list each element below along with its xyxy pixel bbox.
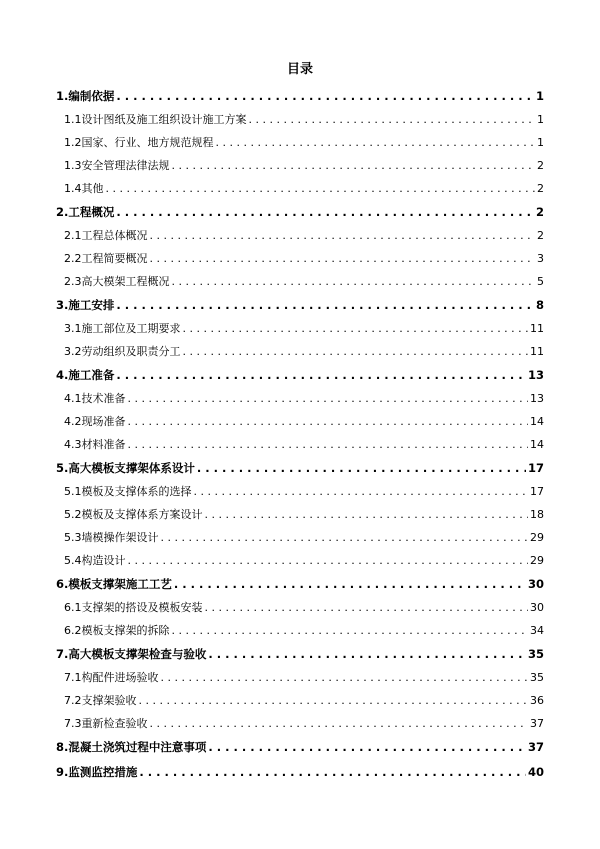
toc-entry[interactable] [64, 320, 544, 338]
toc-entry[interactable] [56, 576, 544, 594]
toc-entry-label: 5.2模板及支撑体系方案设计 [64, 508, 203, 521]
toc-entry-label: 2.1工程总体概况 [64, 229, 148, 242]
toc-entry-label: 7.2支撑架验收 [64, 694, 137, 707]
toc-entry[interactable] [64, 111, 544, 129]
toc-entry-label: 5.4构造设计 [64, 554, 126, 567]
toc-leader [128, 438, 529, 451]
toc-entry-page: 36 [530, 694, 544, 707]
toc-entry[interactable] [64, 483, 544, 501]
toc-entry[interactable] [64, 715, 544, 733]
toc-entry[interactable] [56, 367, 544, 385]
toc-entry-page: 35 [527, 647, 544, 661]
toc-leader [116, 298, 534, 312]
toc-entry-page: 30 [530, 601, 544, 614]
toc-entry-page: 37 [530, 717, 544, 730]
toc-entry[interactable] [56, 646, 544, 664]
toc-entry-label: 5.3墙模操作架设计 [64, 531, 159, 544]
toc-leader [208, 740, 526, 754]
toc-leader [150, 717, 529, 730]
toc-leader [183, 322, 529, 335]
toc-entry[interactable] [56, 764, 544, 782]
toc-entry-label: 3.1施工部位及工期要求 [64, 322, 181, 335]
toc-entry-label: 4.2现场准备 [64, 415, 126, 428]
toc-title: 目录 [286, 62, 313, 77]
toc-leader [205, 508, 529, 521]
toc-entry-label: 1.1设计图纸及施工组织设计施工方案 [64, 113, 247, 126]
toc-entry-page: 11 [530, 322, 544, 335]
toc-entry[interactable] [56, 297, 544, 315]
toc-entry-label: 3.施工安排 [56, 298, 115, 312]
toc-entry-label: 2.2工程简要概况 [64, 252, 148, 265]
toc-entry-page: 2 [537, 159, 544, 172]
toc-entry-page: 18 [530, 508, 544, 521]
toc-entry-page: 2 [537, 182, 544, 195]
toc-leader [116, 205, 534, 219]
toc-entry[interactable] [56, 460, 544, 478]
toc-leader [172, 624, 529, 637]
toc-entry-label: 2.工程概况 [56, 205, 115, 219]
toc-entry-label: 1.2国家、行业、地方规范规程 [64, 136, 214, 149]
toc-entry-label: 4.施工准备 [56, 368, 115, 382]
toc-entry-label: 1.3安全管理法律法规 [64, 159, 170, 172]
toc-entry-page: 1 [537, 113, 544, 126]
toc-leader [216, 136, 536, 149]
toc-entry-page: 29 [530, 531, 544, 544]
toc-leader [128, 415, 529, 428]
toc-entry[interactable] [56, 204, 544, 222]
toc-entry[interactable] [64, 250, 544, 268]
toc-entry-page: 40 [527, 765, 544, 779]
toc-leader [106, 182, 536, 195]
toc-entry[interactable] [64, 413, 544, 431]
toc-entry-page: 37 [527, 740, 544, 754]
toc-entry[interactable] [64, 506, 544, 524]
toc-leader [150, 252, 536, 265]
toc-entry[interactable] [64, 273, 544, 291]
toc-leader [174, 577, 526, 591]
toc-leader [139, 694, 529, 707]
toc-entry[interactable] [64, 529, 544, 547]
toc-entry[interactable] [64, 180, 544, 198]
toc-entry[interactable] [64, 134, 544, 152]
toc-entry-label: 1.编制依据 [56, 89, 115, 103]
toc-entry-label: 6.模板支撑架施工工艺 [56, 577, 172, 591]
toc-entry[interactable] [64, 692, 544, 710]
toc-leader [194, 485, 529, 498]
toc-entry-label: 8.混凝土浇筑过程中注意事项 [56, 740, 207, 754]
toc-entry[interactable] [64, 669, 544, 687]
toc-leader [197, 461, 526, 475]
toc-leader [249, 113, 536, 126]
toc-leader [139, 765, 526, 779]
toc-entry-page: 17 [527, 461, 544, 475]
toc-entry-page: 11 [530, 345, 544, 358]
toc-leader [205, 601, 529, 614]
toc-leader [116, 368, 526, 382]
toc-leader [128, 554, 529, 567]
toc-leader [116, 89, 534, 103]
toc-entry[interactable] [64, 390, 544, 408]
toc-entry-label: 3.2劳动组织及职责分工 [64, 345, 181, 358]
toc-entry-page: 35 [530, 671, 544, 684]
toc-entry[interactable] [56, 88, 544, 106]
toc-entry-page: 13 [530, 392, 544, 405]
toc-leader [161, 671, 529, 684]
toc-entry-page: 13 [527, 368, 544, 382]
toc-entry-label: 7.1构配件进场验收 [64, 671, 159, 684]
toc-leader [150, 229, 536, 242]
toc-leader [161, 531, 529, 544]
toc-entry[interactable] [64, 157, 544, 175]
toc-entry-label: 4.3材料准备 [64, 438, 126, 451]
toc-entry-label: 5.高大模板支撑架体系设计 [56, 461, 195, 475]
toc-entry[interactable] [64, 436, 544, 454]
toc-entry-page: 30 [527, 577, 544, 591]
toc-entry-label: 6.1支撑架的搭设及模板安装 [64, 601, 203, 614]
toc-entry-label: 4.1技术准备 [64, 392, 126, 405]
toc-entry-label: 7.3重新检查验收 [64, 717, 148, 730]
toc-leader [208, 647, 526, 661]
toc-entry-page: 34 [530, 624, 544, 637]
toc-entry-label: 5.1模板及支撑体系的选择 [64, 485, 192, 498]
toc-entry-page: 5 [537, 275, 544, 288]
toc-entry-page: 29 [530, 554, 544, 567]
toc-entry-page: 1 [535, 89, 544, 103]
toc-entry-page: 2 [535, 205, 544, 219]
toc-entry[interactable] [64, 227, 544, 245]
toc-entry[interactable] [64, 552, 544, 570]
toc-entry-label: 6.2模板支撑架的拆除 [64, 624, 170, 637]
toc-entry-label: 2.3高大模架工程概况 [64, 275, 170, 288]
toc-entry-page: 14 [530, 438, 544, 451]
toc-leader [128, 392, 529, 405]
toc-entry-label: 9.监测监控措施 [56, 765, 138, 779]
toc-entry[interactable] [64, 343, 544, 361]
toc-entry[interactable] [64, 622, 544, 640]
toc-entry-label: 1.4其他 [64, 182, 104, 195]
toc-entry[interactable] [56, 739, 544, 757]
toc-entry-page: 2 [537, 229, 544, 242]
toc-leader [183, 345, 529, 358]
toc-entry-page: 14 [530, 415, 544, 428]
toc-entry-page: 1 [537, 136, 544, 149]
toc-leader [172, 159, 536, 172]
toc-entry-page: 17 [530, 485, 544, 498]
toc-entry-page: 3 [537, 252, 544, 265]
toc-leader [172, 275, 536, 288]
toc-entry[interactable] [64, 599, 544, 617]
toc-entry-label: 7.高大模板支撑架检查与验收 [56, 647, 207, 661]
toc-entry-page: 8 [535, 298, 544, 312]
